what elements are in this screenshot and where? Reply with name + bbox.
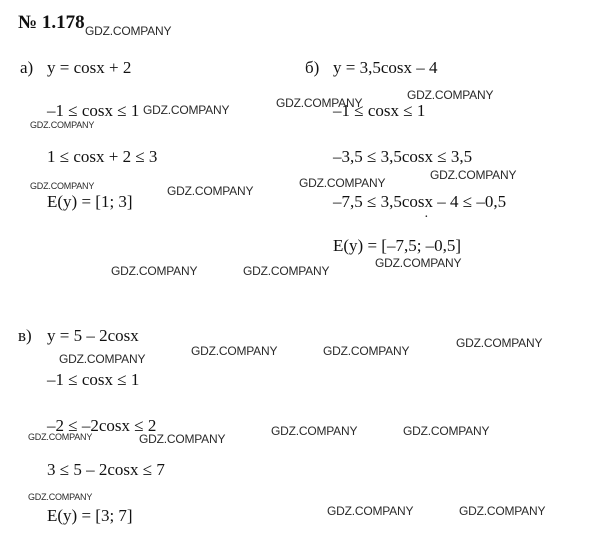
watermark: GDZ.COMPANY (323, 344, 410, 358)
watermark: GDZ.COMPANY (28, 432, 93, 442)
part-a-step-1: –1 ≤ cosx ≤ 1 (47, 101, 140, 120)
part-b-step-1: –1 ≤ cosx ≤ 1 (333, 101, 426, 120)
part-b-answer: E(y) = [–7,5; –0,5] (333, 236, 462, 255)
watermark: GDZ.COMPANY (299, 176, 386, 190)
watermark: GDZ.COMPANY (459, 504, 546, 518)
problem-number: № 1.178 (18, 12, 85, 33)
part-a-label: а) (20, 58, 34, 77)
watermark: GDZ.COMPANY (85, 24, 172, 38)
watermark: GDZ.COMPANY (403, 424, 490, 438)
part-v-label: в) (18, 326, 32, 345)
watermark: GDZ.COMPANY (327, 504, 414, 518)
part-v-step-1: –1 ≤ cosx ≤ 1 (47, 370, 140, 389)
watermark: GDZ.COMPANY (59, 352, 146, 366)
part-b-step-2: –3,5 ≤ 3,5cosx ≤ 3,5 (333, 147, 473, 166)
part-a-equation: y = cosx + 2 (47, 58, 132, 77)
watermark: GDZ.COMPANY (30, 181, 95, 191)
watermark: GDZ.COMPANY (191, 344, 278, 358)
stray-dot: · (424, 210, 429, 225)
watermark: GDZ.COMPANY (111, 264, 198, 278)
watermark: GDZ.COMPANY (430, 168, 517, 182)
part-b-step-3: –7,5 ≤ 3,5cosx – 4 ≤ –0,5 (333, 192, 507, 211)
watermark: GDZ.COMPANY (456, 336, 543, 350)
watermark: GDZ.COMPANY (407, 88, 494, 102)
part-v-equation: y = 5 – 2cosx (47, 326, 139, 345)
part-v-step-2: –2 ≤ –2cosx ≤ 2 (47, 416, 157, 435)
watermark: GDZ.COMPANY (271, 424, 358, 438)
part-b-equation: y = 3,5cosx – 4 (333, 58, 438, 77)
part-v-answer: E(y) = [3; 7] (47, 506, 133, 525)
watermark: GDZ.COMPANY (30, 120, 95, 130)
watermark: GDZ.COMPANY (375, 256, 462, 270)
watermark: GDZ.COMPANY (139, 432, 226, 446)
part-b-label: б) (305, 58, 320, 77)
watermark: GDZ.COMPANY (143, 103, 230, 117)
watermark: GDZ.COMPANY (243, 264, 330, 278)
part-v-step-3: 3 ≤ 5 – 2cosx ≤ 7 (47, 460, 165, 479)
watermark: GDZ.COMPANY (28, 492, 93, 502)
part-a-answer: E(y) = [1; 3] (47, 192, 133, 211)
watermark: GDZ.COMPANY (276, 96, 363, 110)
watermark: GDZ.COMPANY (167, 184, 254, 198)
part-a-step-2: 1 ≤ cosx + 2 ≤ 3 (47, 147, 158, 166)
